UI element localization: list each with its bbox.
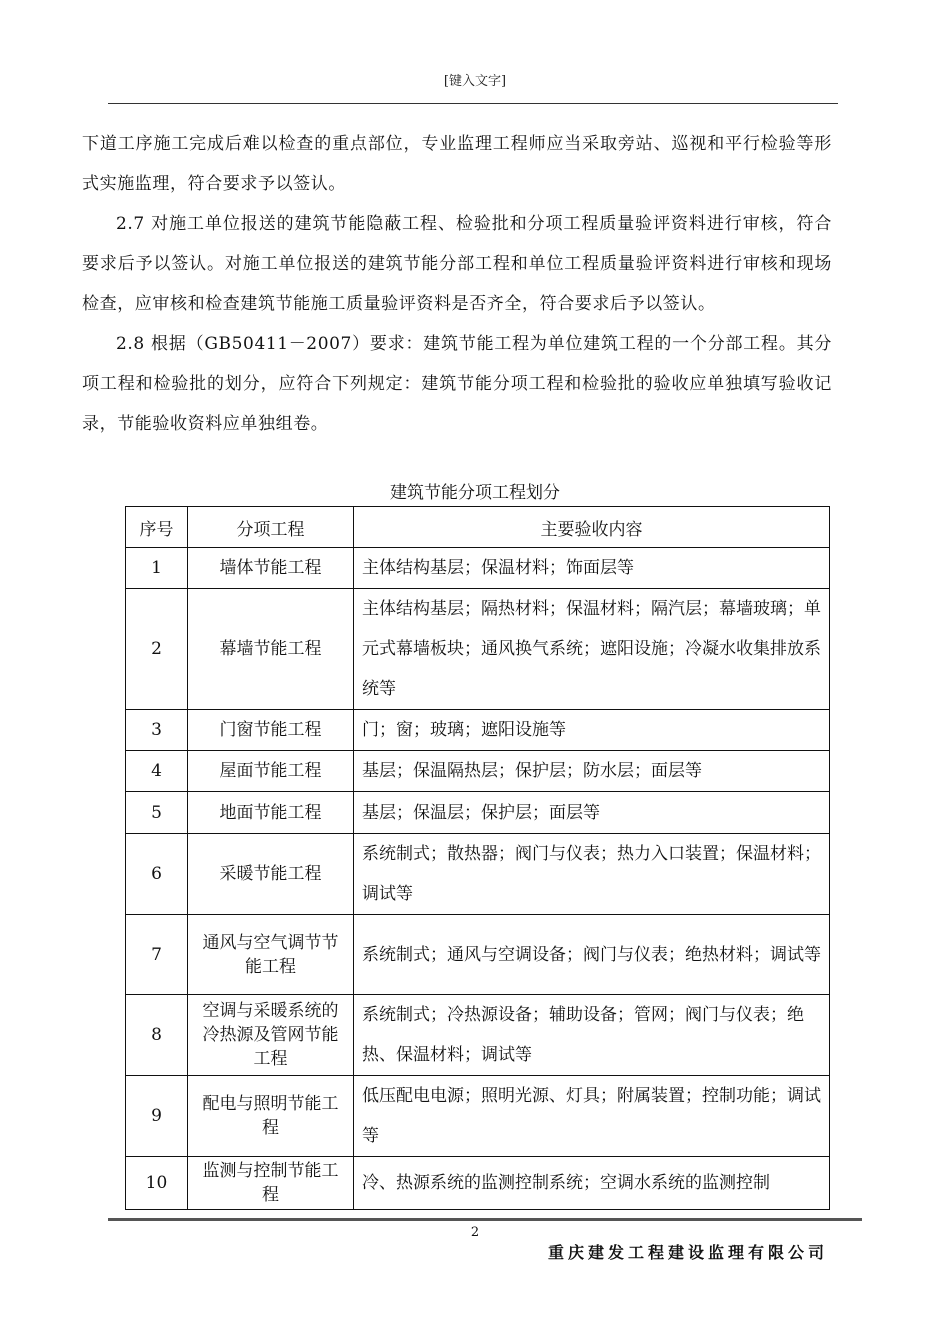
body-text [82, 124, 832, 444]
header-content: 主要验收内容 [354, 507, 830, 548]
table-header-row [126, 507, 830, 548]
row-content: 基层；保温隔热层；保护层；防水层；面层等 [354, 751, 830, 792]
paragraph-2-7: 2.7 对施工单位报送的建筑节能隐蔽工程、检验批和分项工程质量验评资料进行审核，符合要求后予以签认。对施工单位报送的建筑节能分部工程和单位工程质量验评资料进行审核和现场检查，应审核和检查建筑节能施工质量验评资料是否齐全，符合要求后予以签认。 [82, 214, 832, 314]
row-no: 6 [126, 834, 188, 915]
row-subitem: 监测与控制节能工程 [188, 1157, 354, 1210]
table-row [126, 1076, 830, 1157]
row-content: 门；窗；玻璃；遮阳设施等 [354, 710, 830, 751]
row-content: 低压配电电源；照明光源、灯具；附属装置；控制功能；调试等 [354, 1076, 830, 1157]
row-subitem: 配电与照明节能工程 [188, 1076, 354, 1157]
header-no: 序号 [126, 507, 188, 548]
row-subitem: 地面节能工程 [188, 792, 354, 834]
table-row [126, 710, 830, 751]
row-content: 系统制式；冷热源设备；辅助设备；管网；阀门与仪表；绝热、保温材料；调试等 [354, 995, 830, 1076]
table-row [126, 1157, 830, 1210]
row-no: 2 [126, 589, 188, 710]
row-subitem: 通风与空气调节节能工程 [188, 915, 354, 995]
row-no: 1 [126, 548, 188, 589]
row-content: 主体结构基层；隔热材料；保温材料；隔汽层；幕墙玻璃；单元式幕墙板块；通风换气系统；遮阳设施；冷凝水收集排放系统等 [354, 589, 830, 710]
row-no: 4 [126, 751, 188, 792]
table-row [126, 548, 830, 589]
paragraph-1: 下道工序施工完成后难以检查的重点部位，专业监理工程师应当采取旁站、巡视和平行检验等形式实施监理，符合要求予以签认。 [82, 134, 832, 194]
page-number: 2 [470, 1225, 480, 1240]
header-divider [108, 103, 838, 104]
row-subitem: 门窗节能工程 [188, 710, 354, 751]
row-subitem: 采暖节能工程 [188, 834, 354, 915]
table-row [126, 834, 830, 915]
table-row [126, 792, 830, 834]
row-subitem: 空调与采暖系统的冷热源及管网节能工程 [188, 995, 354, 1076]
subitem-division-table [125, 506, 830, 1210]
row-content: 主体结构基层；保温材料；饰面层等 [354, 548, 830, 589]
row-subitem: 墙体节能工程 [188, 548, 354, 589]
row-no: 7 [126, 915, 188, 995]
table-row [126, 915, 830, 995]
row-content: 基层；保温层；保护层；面层等 [354, 792, 830, 834]
table-title: 建筑节能分项工程划分 [390, 483, 560, 503]
row-no: 5 [126, 792, 188, 834]
table-row [126, 589, 830, 710]
paragraph-2-8: 2.8 根据（GB50411－2007）要求：建筑节能工程为单位建筑工程的一个分部工程。其分项工程和检验批的划分，应符合下列规定：建筑节能分项工程和检验批的验收应单独填写验收记录，节能验收资料应单独组卷。 [82, 334, 832, 434]
row-no: 9 [126, 1076, 188, 1157]
table-row [126, 995, 830, 1076]
row-no: 8 [126, 995, 188, 1076]
row-no: 10 [126, 1157, 188, 1210]
page-header: [键入文字] [443, 74, 507, 89]
footer-divider [108, 1218, 862, 1221]
row-content: 系统制式；散热器；阀门与仪表；热力入口装置；保温材料；调试等 [354, 834, 830, 915]
row-subitem: 幕墙节能工程 [188, 589, 354, 710]
header-subitem: 分项工程 [188, 507, 354, 548]
row-content: 冷、热源系统的监测控制系统；空调水系统的监测控制 [354, 1157, 830, 1210]
company-name: 重庆建发工程建设监理有限公司 [548, 1243, 829, 1262]
row-no: 3 [126, 710, 188, 751]
row-subitem: 屋面节能工程 [188, 751, 354, 792]
table-row [126, 751, 830, 792]
row-content: 系统制式；通风与空调设备；阀门与仪表；绝热材料；调试等 [354, 915, 830, 995]
